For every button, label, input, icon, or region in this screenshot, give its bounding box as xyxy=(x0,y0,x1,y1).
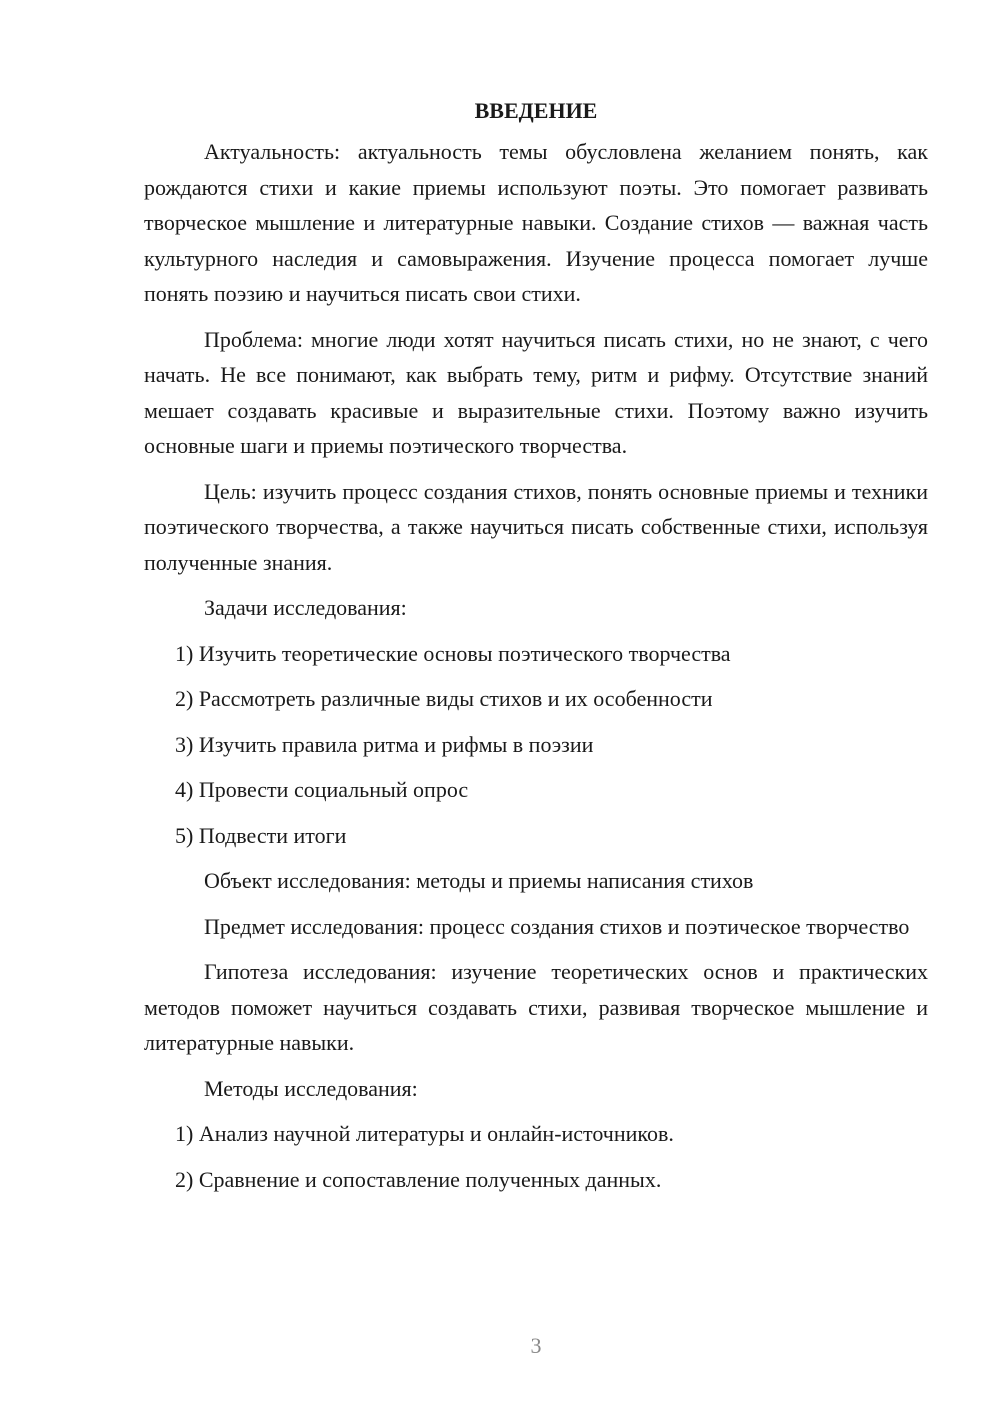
page-number: 3 xyxy=(530,1333,542,1358)
list-item: 5) Подвести итоги xyxy=(175,822,347,848)
list-item: 3) Изучить правила ритма и рифмы в поэзии xyxy=(175,731,594,757)
relevance-paragraph: Актуальность: актуальность темы обусловлена желанием понять, как рождаются стихи и какие приемы используют поэты. Это помогает развивать творческое мышление и литературные навыки. Создание стихов — важная часть культурного наследия и самовыражения. Изучение процесса помогает лучше понять поэзию и научиться писать свои стихи. xyxy=(144,139,928,306)
list-item: 2) Сравнение и сопоставление полученных данных. xyxy=(175,1166,662,1192)
page-content xyxy=(144,96,928,1207)
list-item: 1) Анализ научной литературы и онлайн-источников. xyxy=(175,1121,674,1146)
subject-paragraph: Предмет исследования: процесс создания стихов и поэтическое творчество xyxy=(204,913,910,939)
tasks-list xyxy=(144,636,928,854)
list-item: 1) Изучить теоретические основы поэтического творчества xyxy=(175,640,731,666)
goal-paragraph: Цель: изучить процесс создания стихов, понять основные приемы и техники поэтического творчества, а также научиться писать собственные стихи, используя полученные знания. xyxy=(144,478,928,575)
methods-list xyxy=(144,1116,928,1197)
object-paragraph: Объект исследования: методы и приемы написания стихов xyxy=(204,868,754,893)
list-item: 4) Провести социальный опрос xyxy=(175,777,469,802)
hypothesis-paragraph: Гипотеза исследования: изучение теоретических основ и практических методов поможет научиться создавать стихи, развивая творческое мышление и литературные навыки. xyxy=(144,959,928,1055)
section-title: ВВЕДЕНИЕ xyxy=(474,98,598,123)
methods-heading: Методы исследования: xyxy=(204,1075,418,1101)
problem-paragraph: Проблема: многие люди хотят научиться писать стихи, но не знают, с чего начать. Не все понимают, как выбрать тему, ритм и рифму. Отсутствие знаний мешает создавать красивые и выразительные стихи. Поэтому важно изучить основные шаги и приемы поэтического творчества. xyxy=(144,326,928,458)
tasks-heading: Задачи исследования: xyxy=(204,595,407,620)
list-item: 2) Рассмотреть различные виды стихов и их особенности xyxy=(175,686,713,711)
